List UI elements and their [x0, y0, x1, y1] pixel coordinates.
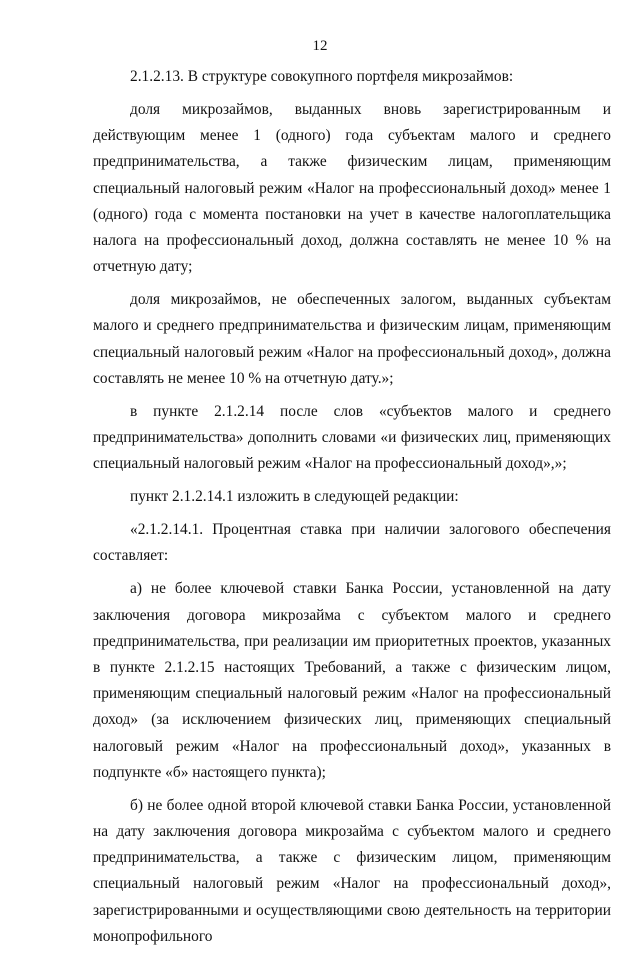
paragraph-new-edition-intro: пункт 2.1.2.14.1 изложить в следующей редакции: [130, 488, 459, 506]
page-number: 12 [312, 38, 328, 54]
document-body [93, 64, 611, 957]
paragraph-item-b: б) не более одной второй ключевой ставки Банка России, установленной на дату заключения договора микрозайма с субъектом малого и среднего предпринимательства, а также с физическим лицом, применяющим специальный налоговый режим «Налог на профессиональный доход», зарегистрированными и осуществляющими свою деятельность на территории монопрофильного [93, 796, 611, 945]
paragraph-2-1-2-13-heading: 2.1.2.13. В структуре совокупного портфеля микрозаймов: [130, 68, 514, 85]
paragraph-item-a: а) не более ключевой ставки Банка России, установленной на дату заключения договора микрозайма с субъектом малого и среднего предпринимательства, при реализации им приоритетных проектов, указанных в пункте 2.1.2.15 настоящих Требований, а также с физическим лицом, применяющим специальный налоговый режим «Налог на профессиональный доход» (за исключением физических лиц, применяющих специальный налоговый режим «Налог на профессиональный доход», указанных в подпункте «б» настоящего пункта); [93, 580, 611, 781]
paragraph-share-new-borrowers: доля микрозаймов, выданных вновь зарегистрированным и действующим менее 1 (одного) года субъектам малого и среднего предпринимательства, а также физическим лицам, применяющим специальный налоговый режим «Налог на профессиональный доход» менее 1 (одного) года с момента постановки на учет в качестве налогоплательщика налога на профессиональный доход, должна составлять не менее 10 % на отчетную дату; [93, 101, 611, 276]
paragraph-share-unsecured: доля микрозаймов, не обеспеченных залогом, выданных субъектам малого и среднего предпринимательства и физическим лицам, применяющим специальный налоговый режим «Налог на профессиональный доход», должна составлять не менее 10 % на отчетную дату.»; [93, 291, 611, 387]
paragraph-amend-2-1-2-14: в пункте 2.1.2.14 после слов «субъектов малого и среднего предпринимательства» дополнить словами «и физических лиц, применяющих специальный налоговый режим «Налог на профессиональный доход»,»; [93, 402, 611, 473]
paragraph-2-1-2-14-1: «2.1.2.14.1. Процентная ставка при наличии залогового обеспечения составляет: [93, 521, 611, 565]
